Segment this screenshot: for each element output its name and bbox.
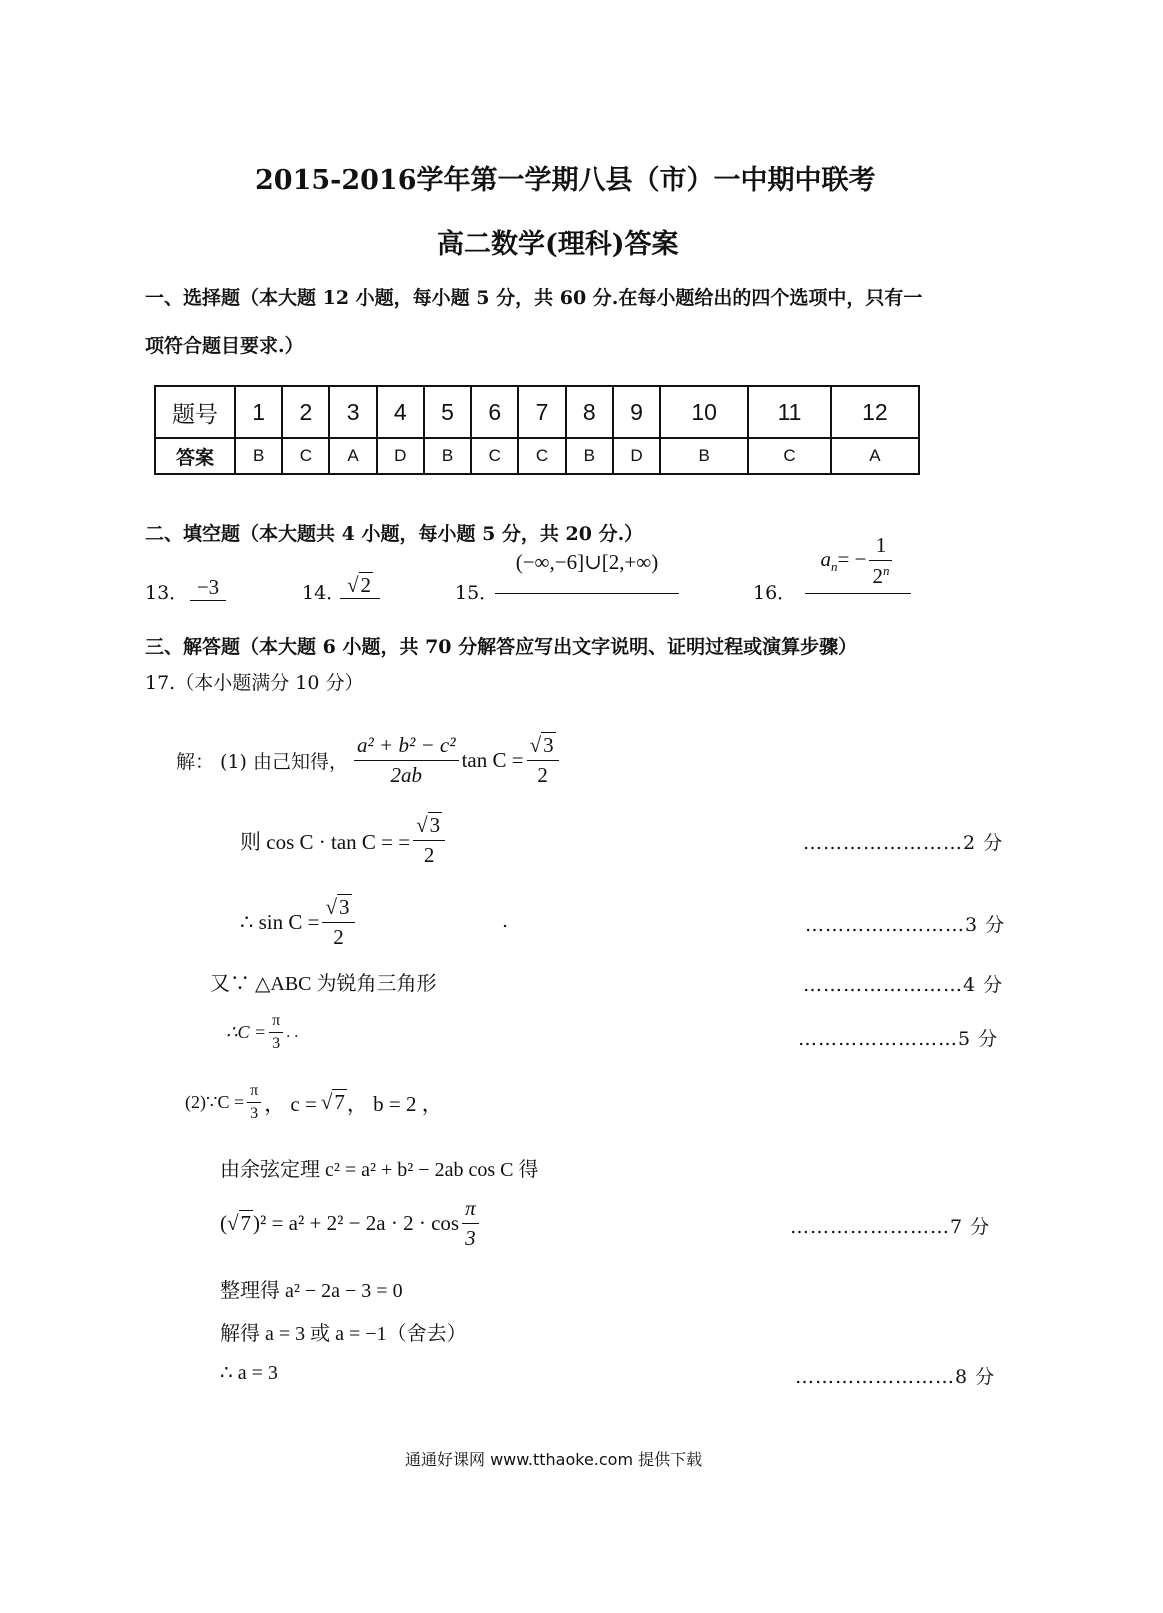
q17-heading: 17.（本小题满分 10 分） xyxy=(145,672,364,694)
part1-frac-num: a² + b² − c² xyxy=(354,733,459,761)
sqrt-symbol: √7 xyxy=(227,1211,252,1235)
table-cell-answer: D xyxy=(377,438,424,474)
part2-given-c-side: ， c = xyxy=(264,1091,317,1116)
score-2: ……………………2 分 xyxy=(803,832,1004,854)
step1-denominator: 2 xyxy=(423,843,435,867)
q14-answer-value: 2 xyxy=(360,573,372,597)
step4-denominator: 3 xyxy=(272,1035,281,1052)
step6-pi: π xyxy=(462,1196,479,1224)
q16-den-base: 2 xyxy=(872,564,883,588)
step1-text: 则 cos C · tan C = = xyxy=(240,829,411,854)
step6-open-paren: ( xyxy=(220,1211,227,1235)
q14-label: 14． xyxy=(302,582,346,604)
table-cell-number: 12 xyxy=(831,386,919,438)
part2-fraction xyxy=(247,1082,261,1123)
step2-text: ∴ sin C = xyxy=(240,910,320,934)
part1-denominator: 2 xyxy=(537,763,548,787)
step9-text: ∴ a = 3 xyxy=(220,1362,278,1384)
table-cell-answer: B xyxy=(235,438,282,474)
step6-mid: )² = a² + 2² − 2a · 2 · cos xyxy=(253,1211,460,1235)
score-8: ……………………8 分 xyxy=(795,1366,996,1388)
part1-frac-den: 2ab xyxy=(390,763,423,787)
step4-fraction xyxy=(269,1012,283,1053)
sqrt-symbol: √3 xyxy=(325,895,350,919)
table-cell-answer: A xyxy=(831,438,919,474)
table-cell-number: 7 xyxy=(518,386,565,438)
table-cell-number: 11 xyxy=(748,386,831,438)
step2-denominator: 2 xyxy=(333,925,344,949)
q16-denominator xyxy=(869,561,892,589)
step6-sqrt7: 7 xyxy=(240,1211,252,1235)
step6-fraction xyxy=(462,1196,479,1251)
step6-denominator: 3 xyxy=(465,1226,476,1250)
score-3: ……………………3 分 xyxy=(805,914,1006,936)
section1-heading-line2: 项符合题目要求.） xyxy=(145,335,304,357)
sqrt-symbol: √3 xyxy=(416,813,441,837)
table-header-answer-label: 答案 xyxy=(155,438,235,474)
table-cell-answer: C xyxy=(748,438,831,474)
step1-line xyxy=(240,813,448,868)
part2-pi: π xyxy=(247,1082,261,1103)
part1-sqrt3: 3 xyxy=(543,733,554,757)
step1-sqrt3: 3 xyxy=(429,813,441,837)
q16-answer xyxy=(805,533,911,594)
step2-line xyxy=(240,895,358,950)
sqrt-symbol: √2 xyxy=(346,573,372,597)
table-cell-number: 2 xyxy=(282,386,329,438)
sqrt-symbol: √3 xyxy=(529,733,554,757)
table-cell-answer: B xyxy=(566,438,613,474)
step2-fraction xyxy=(322,895,354,950)
q16-fraction xyxy=(869,533,892,589)
table-cell-number: 9 xyxy=(613,386,660,438)
step4-text: ∴C = xyxy=(226,1022,267,1042)
page-subtitle: 高二数学(理科)答案 xyxy=(437,229,679,260)
q16-eq: = − xyxy=(837,546,867,571)
score-5: ……………………5 分 xyxy=(798,1028,999,1050)
q13-answer-value: −3 xyxy=(190,575,226,601)
section2-heading: 二、填空题（本大题共 4 小题，每小题 5 分，共 20 分.） xyxy=(145,523,644,545)
table-cell-answer: B xyxy=(660,438,748,474)
step4-tail: . . xyxy=(286,1023,299,1041)
section1-heading-line1: 一、选择题（本大题 12 小题，每小题 5 分，共 60 分.在每小题给出的四个选项中，只有一 xyxy=(145,287,923,309)
table-cell-number: 1 xyxy=(235,386,282,438)
q16-sub: n xyxy=(831,559,838,574)
q16-answer-blank xyxy=(805,533,911,594)
step4-pi: π xyxy=(269,1012,283,1033)
part1-line xyxy=(176,733,562,788)
part2-sqrt7: 7 xyxy=(334,1090,345,1114)
table-cell-number: 10 xyxy=(660,386,748,438)
part2-line xyxy=(185,1082,443,1123)
q13-answer xyxy=(190,575,226,601)
step5-text: 由余弦定理 c² = a² + b² − 2ab cos C 得 xyxy=(220,1159,539,1181)
page-title: 2015-2016学年第一学期八县（市）一中期中联考 xyxy=(255,165,876,196)
score-7: ……………………7 分 xyxy=(790,1216,991,1238)
table-row-numbers xyxy=(155,386,919,438)
step7-text: 整理得 a² − 2a − 3 = 0 xyxy=(220,1280,403,1302)
step3-text: 又∵ △ABC 为锐角三角形 xyxy=(210,973,437,995)
part2-given-c: (2)∵C = xyxy=(185,1092,245,1112)
table-header-number-label: 题号 xyxy=(155,386,235,438)
score-4: ……………………4 分 xyxy=(803,974,1004,996)
q15-label: 15． xyxy=(455,582,499,604)
table-cell-answer: C xyxy=(518,438,565,474)
q16-den-exp: n xyxy=(882,563,890,578)
part2-given-b: ， b = 2 ， xyxy=(346,1091,443,1116)
part1-fraction xyxy=(354,733,459,788)
answer-table xyxy=(154,385,920,475)
step8-text: 解得 a = 3 或 a = −1（舍去） xyxy=(220,1323,467,1345)
q14-answer-blank xyxy=(340,573,380,599)
table-cell-number: 3 xyxy=(329,386,376,438)
table-cell-answer: C xyxy=(282,438,329,474)
step6-line xyxy=(220,1196,482,1251)
table-cell-number: 5 xyxy=(424,386,471,438)
part1-tan: tan C = xyxy=(461,748,524,772)
part1-intro: 解： (1) 由己知得， xyxy=(176,751,348,773)
table-row-answers xyxy=(155,438,919,474)
table-cell-answer: C xyxy=(471,438,518,474)
q16-numerator: 1 xyxy=(869,533,892,561)
table-cell-number: 4 xyxy=(377,386,424,438)
table-cell-answer: B xyxy=(424,438,471,474)
step2-sqrt3: 3 xyxy=(339,895,350,919)
table-cell-answer: A xyxy=(329,438,376,474)
q13-label: 13． xyxy=(145,582,189,604)
step4-line xyxy=(226,1012,298,1053)
table-cell-number: 6 xyxy=(471,386,518,438)
part2-denominator: 3 xyxy=(250,1105,259,1122)
q16-lhs: a xyxy=(820,546,832,571)
q15-answer xyxy=(495,550,679,594)
stray-mark: . xyxy=(502,910,509,932)
table-cell-number: 8 xyxy=(566,386,613,438)
footer-text: 通通好课网 www.tthaoke.com 提供下载 xyxy=(405,1450,703,1469)
part1-rhs-fraction xyxy=(527,733,559,788)
q14-answer xyxy=(340,573,380,599)
q16-label: 16． xyxy=(753,582,797,604)
section3-heading: 三、解答题（本大题 6 小题，共 70 分解答应写出文字说明、证明过程或演算步骤） xyxy=(145,636,858,658)
q15-answer-value: (−∞,−6]∪[2,+∞) xyxy=(495,550,679,594)
sqrt-symbol: √7 xyxy=(320,1090,345,1114)
table-cell-answer: D xyxy=(613,438,660,474)
step1-fraction xyxy=(413,813,445,868)
